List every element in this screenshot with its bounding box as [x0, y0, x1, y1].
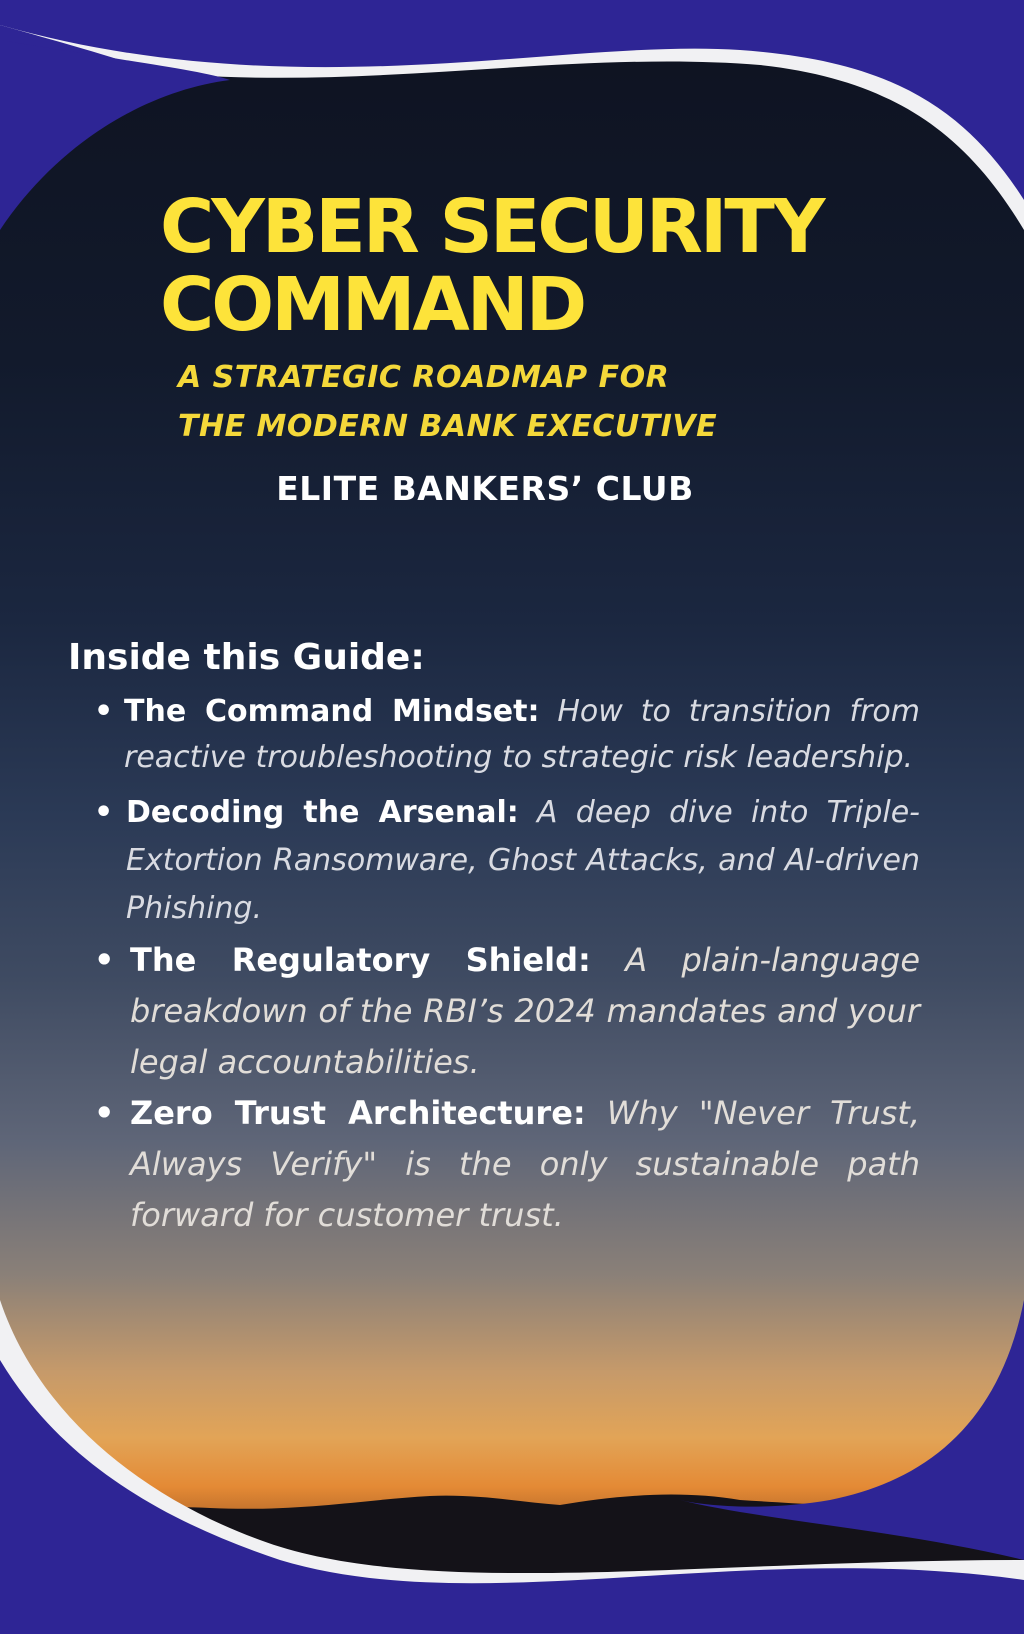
guide-item [94, 935, 920, 1088]
guide-item-desc: A plain-language breakdown of the RBI’s 2024 mandates and your legal accountabilities. [130, 941, 921, 1081]
title-line-1: CYBER SECURITY [160, 184, 823, 270]
guide-item-term: Decoding the Arsenal: [126, 795, 519, 830]
guide-item [94, 689, 920, 781]
publisher-name: ELITE BANKERS’ CLUB [276, 469, 694, 508]
guide-item-desc: Why "Never Trust, Always Verify" is the only sustainable path forward for customer trust. [130, 1094, 920, 1234]
guide-item-term: Zero Trust Architecture: [130, 1094, 586, 1132]
guide-item [94, 789, 920, 933]
guide-heading: Inside this Guide: [68, 637, 425, 678]
subtitle-line-1: A STRATEGIC ROADMAP FOR [178, 360, 670, 395]
guide-item-term: The Command Mindset: [124, 694, 540, 729]
subtitle-line-2: THE MODERN BANK EXECUTIVE [178, 409, 718, 444]
cover-subtitle [178, 353, 858, 451]
guide-item-desc: How to transition from reactive troubleshooting to strategic risk leadership. [124, 694, 920, 775]
bullet-icon: • [94, 795, 114, 830]
guide-list [94, 689, 920, 1241]
bullet-icon: • [94, 941, 115, 979]
guide-item-term: The Regulatory Shield: [130, 941, 591, 979]
guide-item-desc: A deep dive into Triple-Extortion Ransomware, Ghost Attacks, and AI-driven Phishing. [126, 795, 920, 926]
title-line-2: COMMAND [160, 262, 585, 348]
bullet-icon: • [94, 694, 114, 729]
cover-title [160, 184, 860, 348]
guide-item [94, 1088, 920, 1241]
bullet-icon: • [94, 1094, 115, 1132]
